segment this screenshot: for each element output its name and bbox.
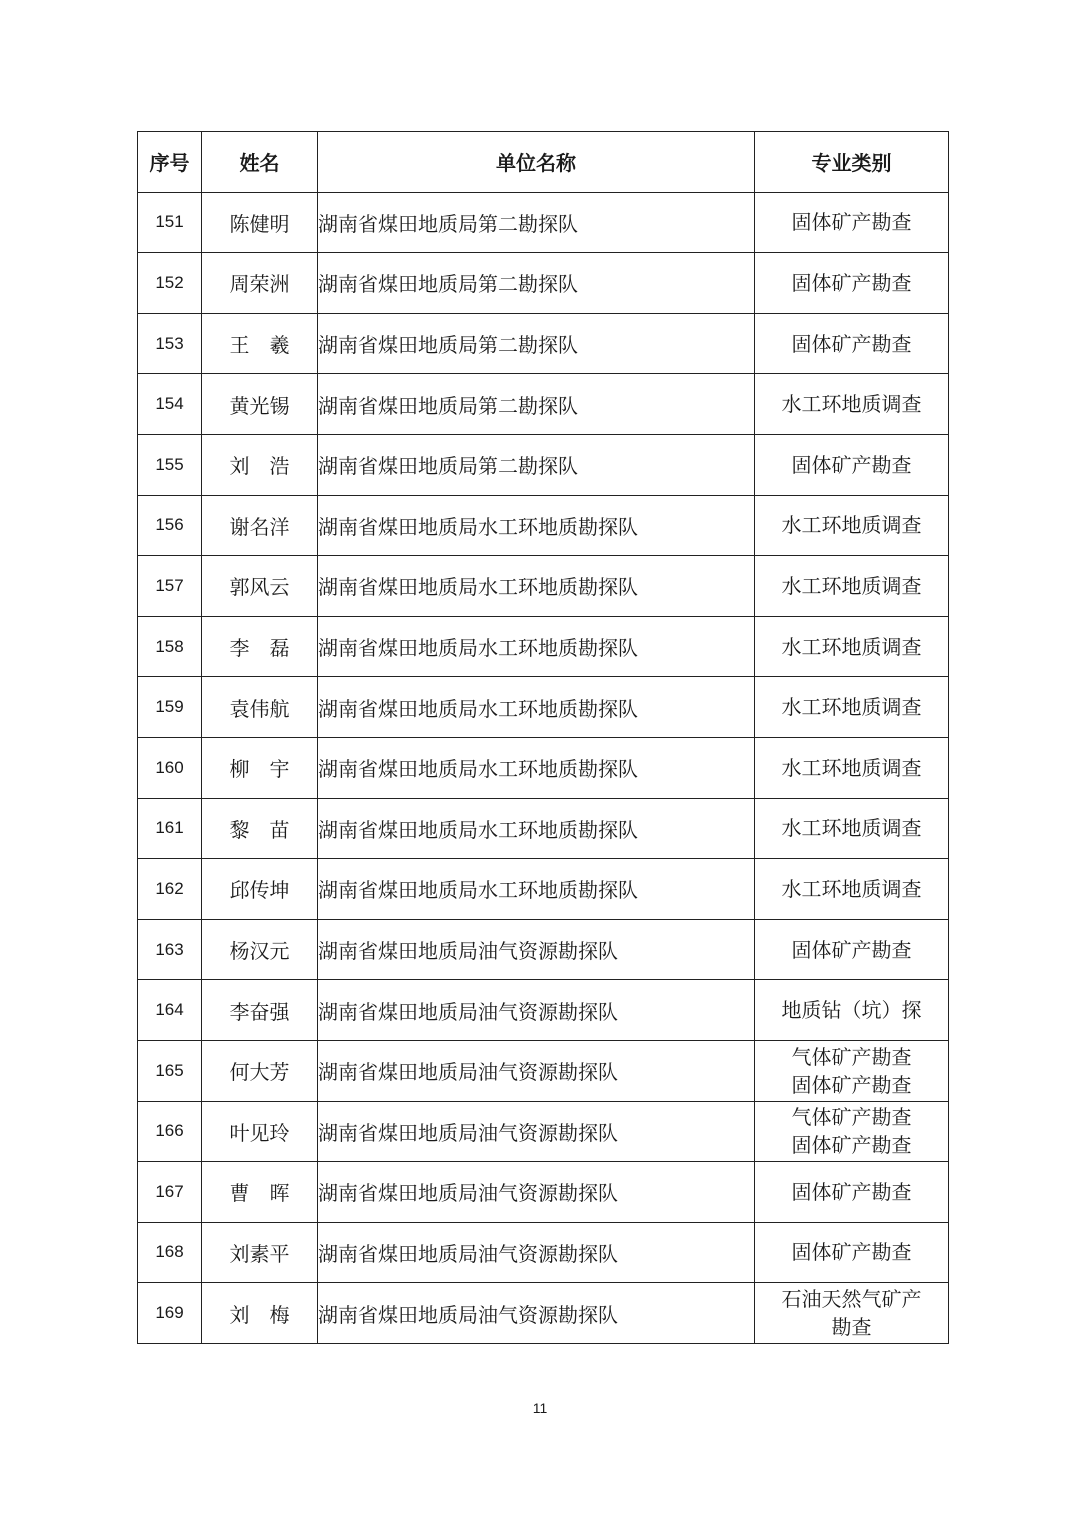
table-row	[138, 859, 949, 920]
name-cell: 黄光锡	[202, 374, 318, 435]
seq-cell: 158	[138, 616, 202, 677]
seq-cell: 164	[138, 980, 202, 1041]
unit-cell: 湖南省煤田地质局第二勘探队	[318, 374, 755, 435]
name-cell: 郭风云	[202, 556, 318, 617]
seq-cell: 159	[138, 677, 202, 738]
table-row	[138, 677, 949, 738]
spec-cell	[755, 374, 949, 435]
spec-cell	[755, 737, 949, 798]
name-cell: 刘素平	[202, 1222, 318, 1283]
table-row	[138, 1283, 949, 1344]
unit-cell: 湖南省煤田地质局第二勘探队	[318, 434, 755, 495]
name-cell: 李 磊	[202, 616, 318, 677]
spec-line: 水工环地质调查	[781, 392, 922, 417]
header-spec: 专业类别	[755, 132, 949, 193]
spec-cell	[755, 798, 949, 859]
seq-cell: 161	[138, 798, 202, 859]
spec-cell	[755, 616, 949, 677]
name-cell: 李奋强	[202, 980, 318, 1041]
spec-line: 水工环地质调查	[781, 755, 922, 780]
spec-line: 地质钻（坑）探	[781, 998, 922, 1023]
spec-cell	[755, 919, 949, 980]
spec-line: 固体矿产勘查	[791, 331, 912, 356]
spec-cell	[755, 253, 949, 314]
unit-cell: 湖南省煤田地质局水工环地质勘探队	[318, 616, 755, 677]
spec-cell	[755, 313, 949, 374]
unit-cell: 湖南省煤田地质局第二勘探队	[318, 192, 755, 253]
header-seq: 序号	[138, 132, 202, 193]
unit-cell: 湖南省煤田地质局油气资源勘探队	[318, 1222, 755, 1283]
unit-cell: 湖南省煤田地质局第二勘探队	[318, 253, 755, 314]
table-row	[138, 798, 949, 859]
table-row	[138, 737, 949, 798]
spec-cell	[755, 556, 949, 617]
name-cell: 曹 晖	[202, 1162, 318, 1223]
seq-cell: 167	[138, 1162, 202, 1223]
seq-cell: 165	[138, 1040, 202, 1101]
seq-cell: 160	[138, 737, 202, 798]
unit-cell: 湖南省煤田地质局水工环地质勘探队	[318, 737, 755, 798]
spec-line: 气体矿产勘查	[791, 1105, 912, 1130]
spec-cell	[755, 495, 949, 556]
seq-cell: 155	[138, 434, 202, 495]
table-row	[138, 495, 949, 556]
table-body	[138, 192, 949, 1343]
unit-cell: 湖南省煤田地质局油气资源勘探队	[318, 1283, 755, 1344]
spec-line: 勘查	[831, 1315, 872, 1340]
header-name: 姓名	[202, 132, 318, 193]
spec-line: 石油天然气矿产	[781, 1287, 922, 1312]
name-cell: 陈健明	[202, 192, 318, 253]
name-cell: 谢名洋	[202, 495, 318, 556]
unit-cell: 湖南省煤田地质局油气资源勘探队	[318, 1162, 755, 1223]
seq-cell: 162	[138, 859, 202, 920]
table-header-row	[138, 132, 949, 193]
table-row	[138, 1040, 949, 1101]
name-cell: 黎 苗	[202, 798, 318, 859]
spec-line: 气体矿产勘查	[791, 1044, 912, 1069]
table-row	[138, 556, 949, 617]
spec-cell	[755, 1162, 949, 1223]
header-unit: 单位名称	[318, 132, 755, 193]
seq-cell: 169	[138, 1283, 202, 1344]
table-row	[138, 434, 949, 495]
seq-cell: 157	[138, 556, 202, 617]
name-cell: 柳 宇	[202, 737, 318, 798]
name-cell: 袁伟航	[202, 677, 318, 738]
spec-line: 固体矿产勘查	[791, 210, 912, 235]
name-cell: 邱传坤	[202, 859, 318, 920]
spec-line: 固体矿产勘查	[791, 1179, 912, 1204]
seq-cell: 151	[138, 192, 202, 253]
spec-cell	[755, 980, 949, 1041]
spec-line: 固体矿产勘查	[791, 1133, 912, 1158]
unit-cell: 湖南省煤田地质局第二勘探队	[318, 313, 755, 374]
spec-cell	[755, 1222, 949, 1283]
seq-cell: 166	[138, 1101, 202, 1162]
personnel-table	[137, 131, 949, 1344]
table-row	[138, 1162, 949, 1223]
name-cell: 何大芳	[202, 1040, 318, 1101]
table-row	[138, 919, 949, 980]
name-cell: 刘 梅	[202, 1283, 318, 1344]
spec-line: 水工环地质调查	[781, 634, 922, 659]
spec-cell	[755, 192, 949, 253]
table-row	[138, 980, 949, 1041]
unit-cell: 湖南省煤田地质局油气资源勘探队	[318, 1040, 755, 1101]
spec-line: 水工环地质调查	[781, 816, 922, 841]
name-cell: 叶见玲	[202, 1101, 318, 1162]
spec-cell	[755, 434, 949, 495]
name-cell: 王 羲	[202, 313, 318, 374]
spec-cell	[755, 677, 949, 738]
unit-cell: 湖南省煤田地质局水工环地质勘探队	[318, 495, 755, 556]
seq-cell: 152	[138, 253, 202, 314]
table-row	[138, 313, 949, 374]
spec-cell	[755, 1101, 949, 1162]
page-number: 11	[532, 1400, 548, 1416]
seq-cell: 156	[138, 495, 202, 556]
table-row	[138, 1101, 949, 1162]
seq-cell: 168	[138, 1222, 202, 1283]
table-row	[138, 616, 949, 677]
unit-cell: 湖南省煤田地质局水工环地质勘探队	[318, 677, 755, 738]
spec-line: 固体矿产勘查	[791, 1072, 912, 1097]
name-cell: 杨汉元	[202, 919, 318, 980]
spec-line: 水工环地质调查	[781, 876, 922, 901]
spec-line: 固体矿产勘查	[791, 270, 912, 295]
table-row	[138, 253, 949, 314]
spec-cell	[755, 859, 949, 920]
unit-cell: 湖南省煤田地质局水工环地质勘探队	[318, 556, 755, 617]
spec-line: 固体矿产勘查	[791, 452, 912, 477]
name-cell: 刘 浩	[202, 434, 318, 495]
seq-cell: 154	[138, 374, 202, 435]
name-cell: 周荣洲	[202, 253, 318, 314]
spec-line: 水工环地质调查	[781, 695, 922, 720]
table-row	[138, 374, 949, 435]
table-row	[138, 1222, 949, 1283]
spec-line: 固体矿产勘查	[791, 1240, 912, 1265]
unit-cell: 湖南省煤田地质局水工环地质勘探队	[318, 798, 755, 859]
spec-line: 水工环地质调查	[781, 513, 922, 538]
seq-cell: 163	[138, 919, 202, 980]
table-row	[138, 192, 949, 253]
spec-line: 固体矿产勘查	[791, 937, 912, 962]
spec-cell	[755, 1283, 949, 1344]
unit-cell: 湖南省煤田地质局油气资源勘探队	[318, 919, 755, 980]
unit-cell: 湖南省煤田地质局油气资源勘探队	[318, 1101, 755, 1162]
unit-cell: 湖南省煤田地质局水工环地质勘探队	[318, 859, 755, 920]
unit-cell: 湖南省煤田地质局油气资源勘探队	[318, 980, 755, 1041]
spec-line: 水工环地质调查	[781, 573, 922, 598]
spec-cell	[755, 1040, 949, 1101]
seq-cell: 153	[138, 313, 202, 374]
